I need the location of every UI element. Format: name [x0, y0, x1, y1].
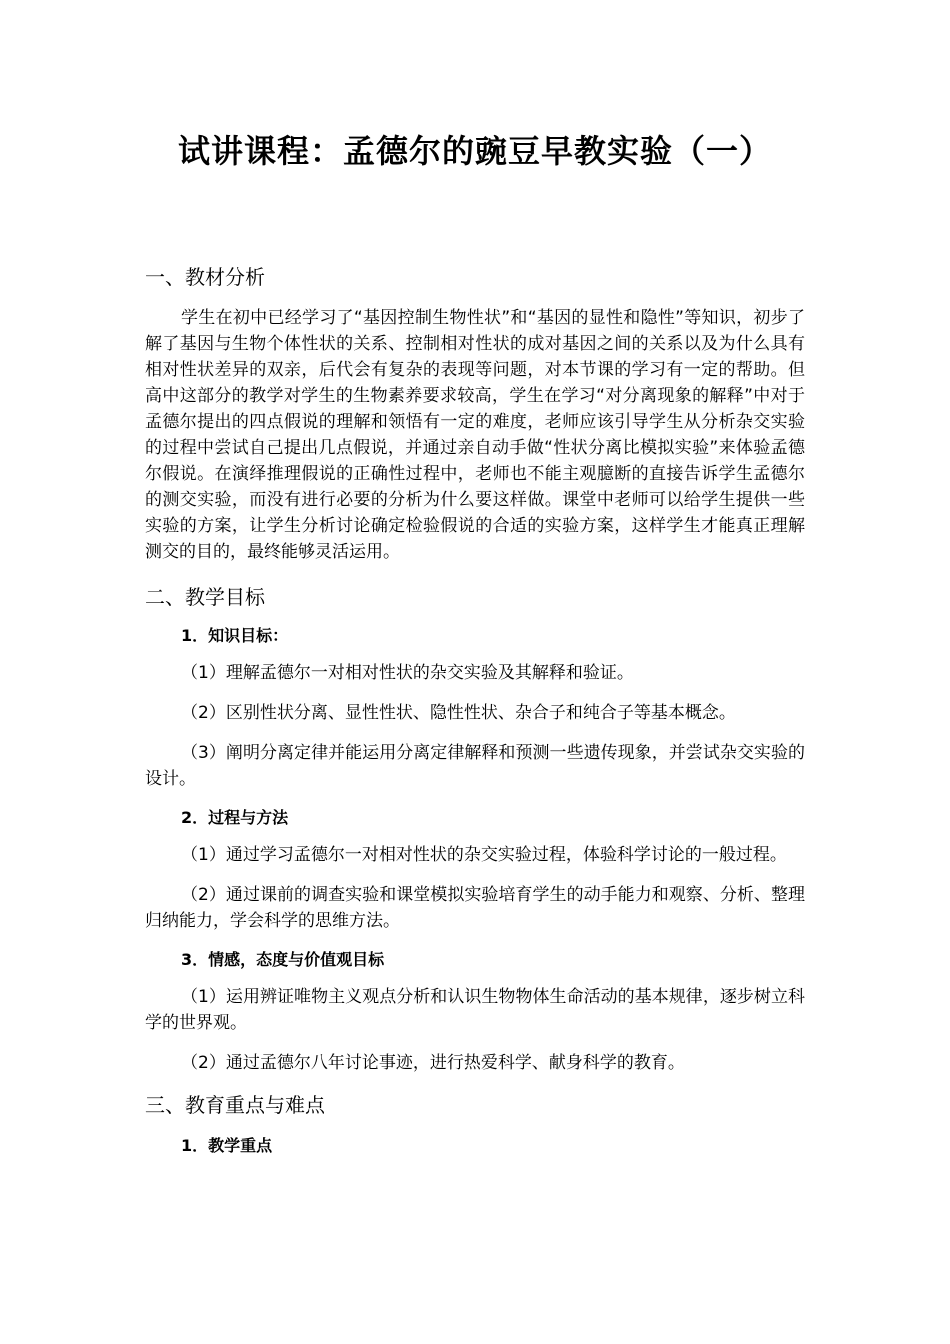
section-heading-textbook-analysis: 一、教材分析 — [145, 265, 265, 289]
subheading-process-methods: 2．过程与方法 — [181, 808, 289, 827]
subheading-knowledge-goals: 1．知识目标： — [181, 626, 289, 645]
list-item: （2）通过课前的调查实验和课堂模拟实验培育学生的动手能力和观察、分析、整理归纳能力，学会科学的思维方法。 — [145, 885, 805, 931]
section-heading-teaching-goals: 二、教学目标 — [145, 585, 265, 609]
list-item: （2）区别性状分离、显性性状、隐性性状、杂合子和纯合子等基本概念。 — [181, 703, 736, 723]
section-heading-key-points: 三、教育重点与难点 — [145, 1093, 325, 1117]
document-body — [145, 262, 805, 1158]
document-title: 试讲课程：孟德尔的豌豆早教实验（一） — [177, 132, 772, 170]
subheading-teaching-focus: 1．教学重点 — [181, 1136, 273, 1155]
list-item: （3）阐明分离定律并能运用分离定律解释和预测一些遗传现象，并尝试杂交实验的设计。 — [145, 743, 805, 789]
list-item: （1）运用辨证唯物主义观点分析和认识生物物体生命活动的基本规律，逐步树立科学的世界观。 — [145, 987, 805, 1033]
subheading-attitude-values: 3．情感，态度与价值观目标 — [181, 950, 385, 969]
textbook-analysis-paragraph: 学生在初中已经学习了“基因控制生物性状”和“基因的显性和隐性”等知识，初步了解了基因与生物个体性状的关系、控制相对性状的成对基因之间的关系以及为什么具有相对性状差异的双亲，后代会有复杂的表现等问题，对本节课的学习有一定的帮助。但高中这部分的教学对学生的生物素养要求较高，学生在学习“对分离现象的解释”中对于孟德尔提出的四点假说的理解和领悟有一定的难度，老师应该引导学生从分析杂交实验的过程中尝试自己提出几点假说，并通过亲自动手做“性状分离比模拟实验”来体验孟德尔假说。在演绎推理假说的正确性过程中，老师也不能主观臆断的直接告诉学生孟德尔的测交实验，而没有进行必要的分析为什么要这样做。课堂中老师可以给学生提供一些实验的方案，让学生分析讨论确定检验假说的合适的实验方案，这样学生才能真正理解测交的目的，最终能够灵活运用。 — [145, 308, 805, 562]
list-item: （1）理解孟德尔一对相对性状的杂交实验及其解释和验证。 — [181, 663, 634, 683]
list-item: （1）通过学习孟德尔一对相对性状的杂交实验过程，体验科学讨论的一般过程。 — [181, 845, 787, 865]
list-item: （2）通过孟德尔八年讨论事迹，进行热爱科学、献身科学的教育。 — [181, 1053, 685, 1073]
